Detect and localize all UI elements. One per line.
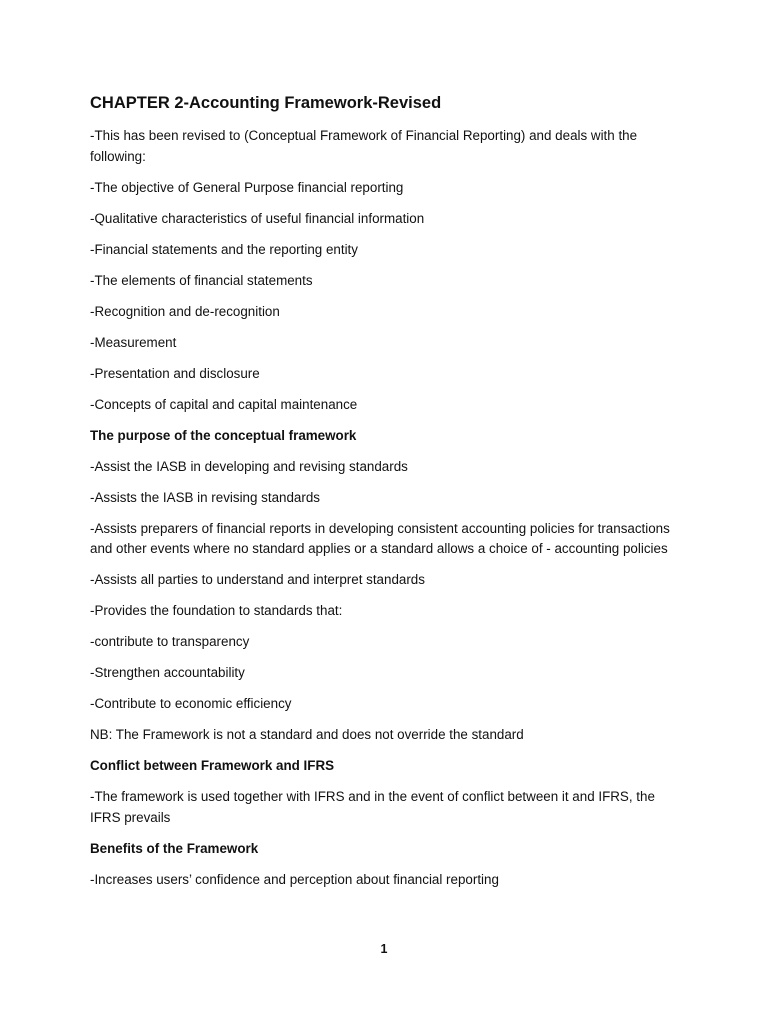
document-body [90,92,680,901]
paragraph: -contribute to transparency [90,634,250,649]
paragraph: -Financial statements and the reporting entity [90,241,358,257]
paragraph: -The objective of General Purpose financial reporting [90,179,404,195]
paragraph: -Assists the IASB in revising standards [90,489,320,505]
section-heading: Conflict between Framework and IFRS [90,758,335,773]
paragraph: -Contribute to economic efficiency [90,696,292,711]
paragraph: -The elements of financial statements [90,272,313,288]
paragraph: NB: The Framework is not a standard and does not override the standard [90,727,524,742]
paragraph: -Qualitative characteristics of useful financial information [90,210,425,226]
paragraph: -Provides the foundation to standards that: [90,603,343,618]
paragraph: -This has been revised to (Conceptual Framework of Financial Reporting) and deals with the following: [90,128,638,164]
paragraph: -Assists preparers of financial reports in developing consistent accounting policies for transactions and other events where no standard applies or a standard allows a choice of - accounting policies [90,520,670,556]
paragraph: -Concepts of capital and capital maintenance [90,396,358,412]
section-heading: The purpose of the conceptual framework [90,427,357,443]
paragraph: -Strengthen accountability [90,665,245,680]
paragraph: -Recognition and de-recognition [90,303,280,319]
paragraph: -The framework is used together with IFRS and in the event of conflict between it and IFRS, the IFRS prevails [90,789,655,825]
section-heading: Benefits of the Framework [90,840,259,856]
paragraph-list [90,126,680,890]
paragraph: -Measurement [90,334,177,350]
paragraph: -Increases users’ confidence and perception about financial reporting [90,871,499,887]
chapter-title: CHAPTER 2-Accounting Framework-Revised [90,94,442,112]
page-number: 1 [380,942,388,956]
paragraph: -Assists all parties to understand and interpret standards [90,572,425,587]
paragraph: -Assist the IASB in developing and revising standards [90,458,408,474]
paragraph: -Presentation and disclosure [90,365,260,381]
